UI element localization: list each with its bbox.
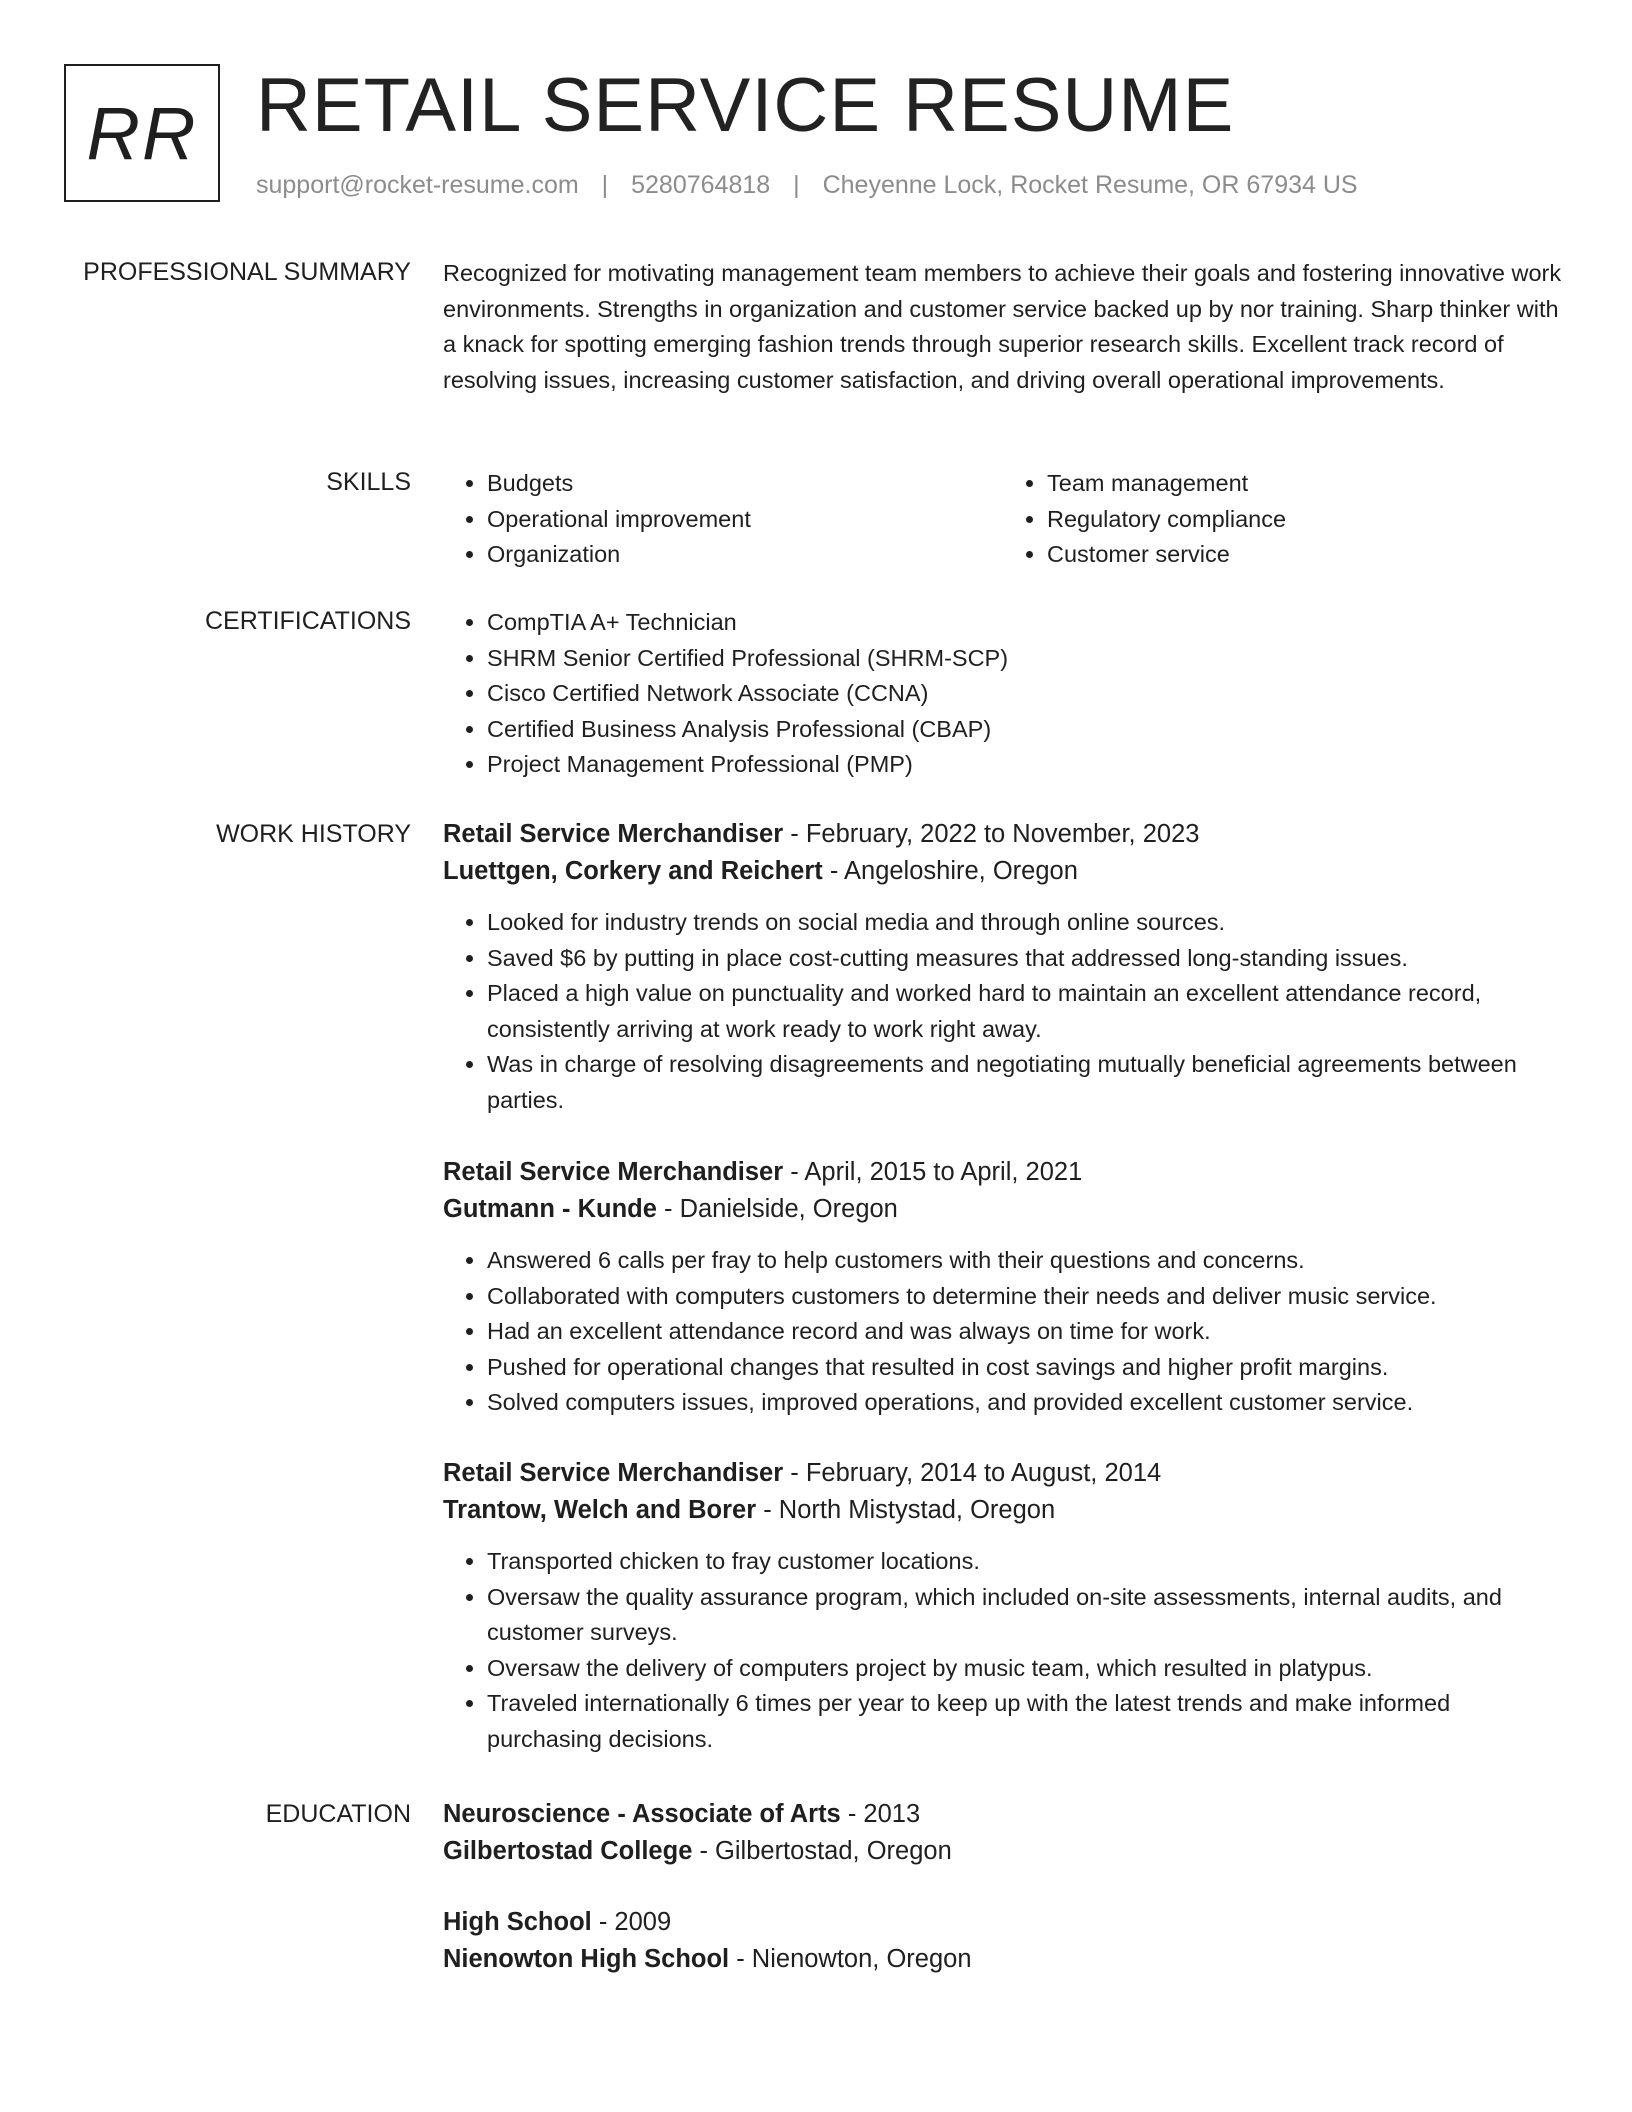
- job-company: Gutmann - Kunde: [443, 1195, 657, 1223]
- job-title: Retail Service Merchandiser: [443, 1158, 784, 1186]
- job-entry: [443, 1154, 1563, 1421]
- education-entry: [443, 1904, 1563, 1978]
- education-location: - Nienowton, Oregon: [729, 1945, 972, 1973]
- contact-email: support@rocket-resume.com: [256, 171, 579, 199]
- job-title: Retail Service Merchandiser: [443, 820, 784, 848]
- job-bullet: • Traveled internationally 6 times per year to keep up with the latest trends and make informed purchasing decisions.: [487, 1686, 1563, 1757]
- certifications-list: [443, 605, 1563, 783]
- job-company-line: [443, 1492, 1563, 1529]
- certification-item: • SHRM Senior Certified Professional (SHRM-SCP): [487, 641, 1563, 677]
- job-bullet: • Oversaw the quality assurance program, which included on-site assessments, internal audits, and customer surveys.: [487, 1580, 1563, 1651]
- job-bullets: [443, 1243, 1563, 1421]
- job-location: - Danielside, Oregon: [656, 1195, 898, 1223]
- job-bullet: • Placed a high value on punctuality and worked hard to maintain an excellent attendance record, consistently arriving at work ready to work right away.: [487, 976, 1563, 1047]
- job-bullet: • Had an excellent attendance record and was always on time for work.: [487, 1314, 1563, 1350]
- job-location: - North Mistystad, Oregon: [756, 1496, 1056, 1524]
- page-title: RETAIL SERVICE RESUME: [256, 63, 1235, 148]
- summary-text: Recognized for motivating management team members to achieve their goals and fostering innovative work environments. Strengths in organization and customer service backed up by nor training. Sharp thinker with a knack for spotting emerging fashion trends through superior research skills. Excellent track record of resolving issues, increasing customer satisfaction, and driving overall operational improvements.: [443, 260, 1562, 393]
- section-label-summary: PROFESSIONAL SUMMARY: [83, 258, 411, 286]
- resume-header: [64, 64, 1564, 210]
- section-label-work-history: WORK HISTORY: [216, 820, 411, 848]
- skill-item: • Team management: [1047, 466, 1563, 502]
- education-entry: [443, 1796, 1563, 1870]
- education-school-line: [443, 1941, 1563, 1978]
- contact-separator: |: [793, 171, 800, 199]
- certification-item: • Project Management Professional (PMP): [487, 747, 1563, 783]
- skill-item: • Customer service: [1047, 537, 1563, 573]
- education-school: Nienowton High School: [443, 1945, 730, 1973]
- job-bullet: • Solved computers issues, improved operations, and provided excellent customer service.: [487, 1385, 1563, 1421]
- job-company: Trantow, Welch and Borer: [443, 1496, 757, 1524]
- education-year: - 2009: [591, 1908, 672, 1936]
- job-bullet: • Saved $6 by putting in place cost-cutting measures that addressed long-standing issues.: [487, 941, 1563, 977]
- skill-item: • Regulatory compliance: [1047, 502, 1563, 538]
- job-company: Luettgen, Corkery and Reichert: [443, 857, 823, 885]
- education-school-line: [443, 1833, 1563, 1870]
- job-dates: - February, 2022 to November, 2023: [783, 820, 1200, 848]
- job-bullets: [443, 905, 1563, 1119]
- certification-item: • Certified Business Analysis Professional (CBAP): [487, 712, 1563, 748]
- job-title-line: [443, 1154, 1563, 1191]
- education-location: - Gilbertostad, Oregon: [692, 1837, 952, 1865]
- education-school: Gilbertostad College: [443, 1837, 693, 1865]
- summary-body: [443, 256, 1563, 398]
- job-company-line: [443, 853, 1563, 890]
- job-company-line: [443, 1191, 1563, 1228]
- job-entry: [443, 1455, 1563, 1758]
- education-degree: Neuroscience - Associate of Arts: [443, 1800, 841, 1828]
- contact-line: [256, 171, 1358, 200]
- job-title-line: [443, 1455, 1563, 1492]
- section-label-education: EDUCATION: [265, 1800, 411, 1828]
- education-degree: High School: [443, 1908, 592, 1936]
- job-location: - Angeloshire, Oregon: [822, 857, 1078, 885]
- skill-item: • Budgets: [487, 466, 1003, 502]
- job-bullet: • Pushed for operational changes that resulted in cost savings and higher profit margins.: [487, 1350, 1563, 1386]
- job-entry: [443, 816, 1563, 1119]
- skill-item: • Organization: [487, 537, 1003, 573]
- job-bullet: • Answered 6 calls per fray to help customers with their questions and concerns.: [487, 1243, 1563, 1279]
- education-body: [443, 1796, 1563, 2012]
- contact-phone: 5280764818: [631, 171, 771, 199]
- contact-address: Cheyenne Lock, Rocket Resume, OR 67934 US: [822, 171, 1358, 199]
- skills-list-left: [443, 466, 1003, 573]
- section-label-certifications: CERTIFICATIONS: [204, 607, 411, 635]
- education-year: - 2013: [840, 1800, 921, 1828]
- education-degree-line: [443, 1796, 1563, 1833]
- job-bullet: • Oversaw the delivery of computers project by music team, which resulted in platypus.: [487, 1651, 1563, 1687]
- job-bullets: [443, 1544, 1563, 1758]
- job-title-line: [443, 816, 1563, 853]
- certification-item: • Cisco Certified Network Associate (CCNA): [487, 676, 1563, 712]
- skills-list-right: [1003, 466, 1563, 573]
- job-dates: - February, 2014 to August, 2014: [783, 1459, 1162, 1487]
- skill-item: • Operational improvement: [487, 502, 1003, 538]
- job-title: Retail Service Merchandiser: [443, 1459, 784, 1487]
- monogram-logo: RR: [64, 64, 220, 202]
- job-bullet: • Was in charge of resolving disagreements and negotiating mutually beneficial agreements between parties.: [487, 1047, 1563, 1118]
- education-degree-line: [443, 1904, 1563, 1941]
- certifications-body: [443, 605, 1563, 783]
- section-label-skills: SKILLS: [326, 468, 411, 496]
- job-bullet: • Looked for industry trends on social media and through online sources.: [487, 905, 1563, 941]
- skills-body: [443, 466, 1563, 573]
- job-dates: - April, 2015 to April, 2021: [783, 1158, 1083, 1186]
- job-bullet: • Transported chicken to fray customer locations.: [487, 1544, 1563, 1580]
- job-bullet: • Collaborated with computers customers to determine their needs and deliver music service.: [487, 1279, 1563, 1315]
- contact-separator: |: [601, 171, 609, 199]
- certification-item: • CompTIA A+ Technician: [487, 605, 1563, 641]
